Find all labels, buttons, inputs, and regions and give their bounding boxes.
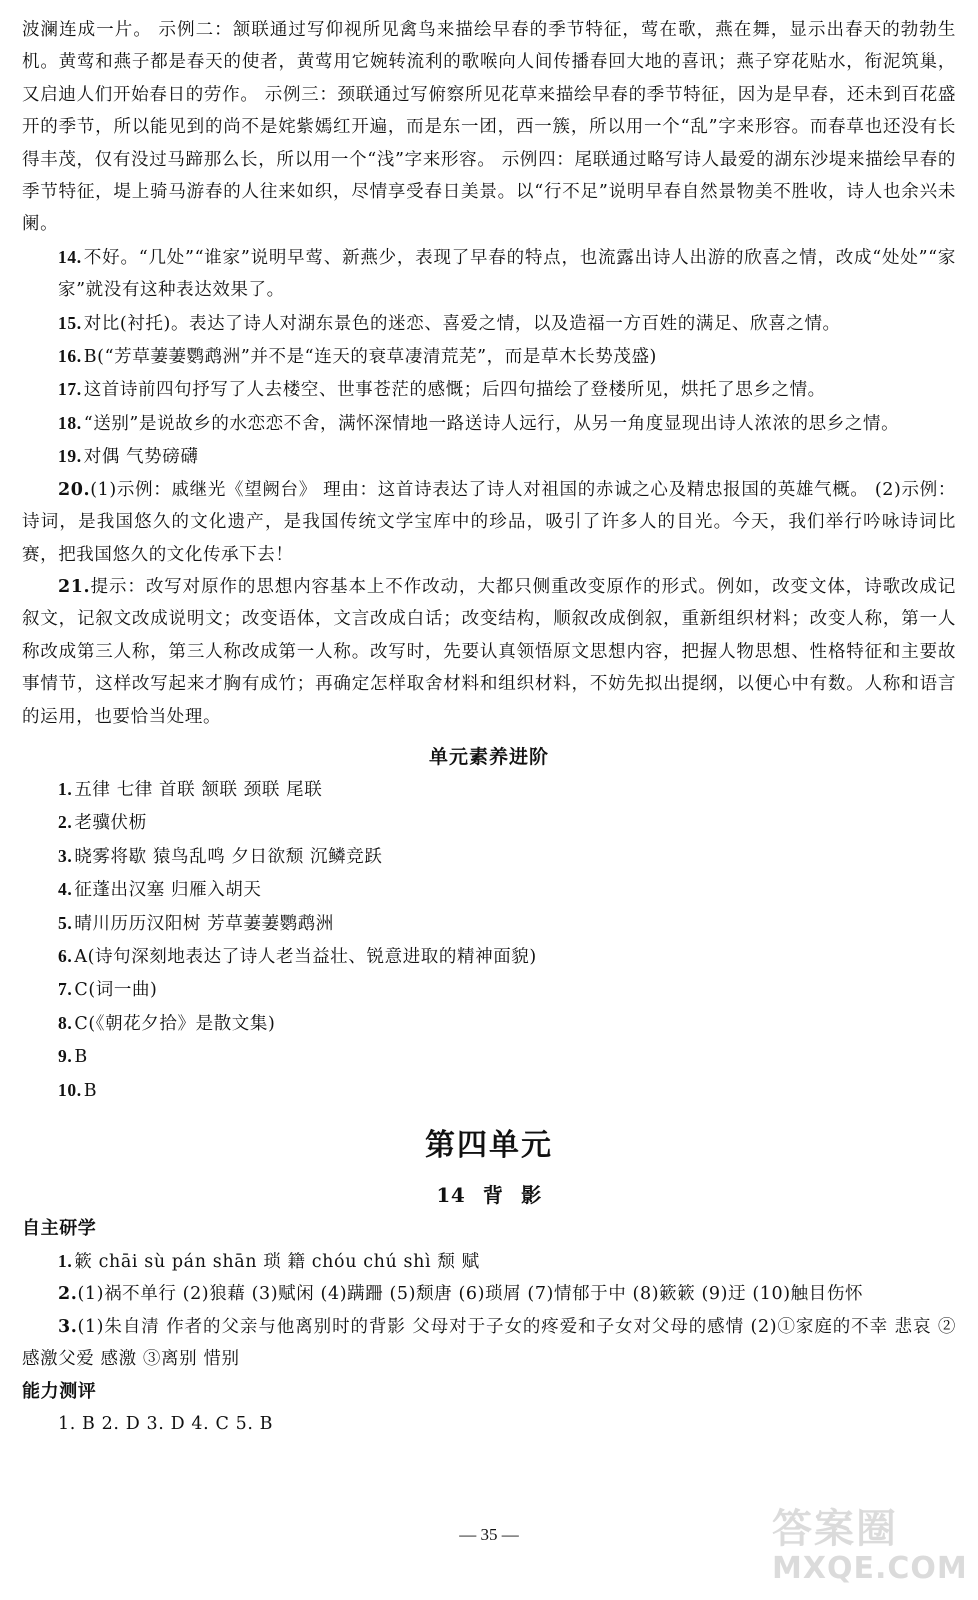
continued-paragraph: 波澜连成一片。 示例二：颔联通过写仰视所见禽鸟来描绘早春的季节特征，莺在歌，燕在舞，显示出春天的勃勃生机。黄莺和燕子都是春天的使者，黄莺用它婉转流利的歌喉向人间传播春回大地的喜讯；燕子穿花贴水，衔泥筑巢，又启迪人们开始春日的劳作。 示例三：颈联通过写俯察所见花草来描绘早春的季节特征，因为是早春，还未到百花盛开的季节，所以能见到的尚不是姹紫嫣红开遍，而是东一团，西一簇，所以用一个“乱”字来形容。而春草也还没有长得丰茂，仅有没过马蹄那么长，所以用一个“浅”字来形容。 示例四：尾联通过略写诗人最爱的湖东沙堤来描绘早春的季节特征，堤上骑马游春的人往来如织，尽情享受春日美景。以“行不足”说明早春自然景物美不胜收，诗人也余兴未阑。 [22, 20, 956, 235]
answer-text: 对比(衬托)。表达了诗人对湖东景色的迷恋、喜爱之情，以及造福一方百姓的满足、欣喜之情。 [83, 313, 841, 334]
answer-item [22, 973, 956, 1006]
answer-text: 这首诗前四句抒写了人去楼空、世事苍茫的感慨；后四句描绘了登楼所见，烘托了思乡之情。 [83, 380, 826, 401]
answer-item [22, 1278, 956, 1310]
subsection-heading-self-study: 自主研学 [22, 1218, 97, 1239]
answer-number: 1. [58, 1251, 73, 1271]
answer-number: 19. [58, 446, 82, 467]
answer-number: 20. [58, 479, 91, 500]
answer-number: 8. [58, 1012, 73, 1033]
subsection-heading-ability: 能力测评 [22, 1380, 97, 1402]
answer-item-15 [22, 307, 956, 340]
answer-text: 不好。“几处”“谁家”说明早莺、新燕少，表现了早春的特点，也流露出诗人出游的欣喜之情，改成“处处”“家家”就没有这种表达效果了。 [58, 247, 956, 301]
watermark-text-url: MXQE.COM [772, 1551, 968, 1586]
answer-item [22, 1007, 956, 1040]
answer-text: B(“芳草萋萋鹦鹉洲”并不是“连天的衰草凄清荒芜”，而是草木长势茂盛) [83, 347, 657, 368]
answer-number: 10. [58, 1079, 82, 1100]
answer-number: 1. [58, 778, 73, 799]
answer-number: 21. [58, 576, 91, 597]
answer-text: (1)示例：戚继光《望阙台》 理由：这首诗表达了诗人对祖国的赤诚之心及精忠报国的英雄气概。 (2)示例：诗词，是我国悠久的文化遗产，是我国传统文学宝库中的珍品，吸引了许多人的目光。今天，我们举行吟咏诗词比赛，把我国悠久的文化传承下去！ [22, 479, 956, 565]
answer-item [22, 773, 956, 806]
answer-text: 对偶 气势磅礴 [83, 447, 199, 468]
answer-item [22, 1040, 956, 1073]
answer-text: (1)祸不单行 (2)狼藉 (3)赋闲 (4)蹒跚 (5)颓唐 (6)琐屑 (7)情郁于中 (8)簌簌 (9)迂 (10)触目伤怀 [77, 1284, 864, 1305]
answer-item-19 [22, 440, 956, 473]
answer-text: B [83, 1080, 98, 1101]
answer-item [22, 840, 956, 873]
answer-number: 2. [58, 1284, 78, 1305]
answer-item [22, 907, 956, 940]
answer-item-21 [22, 571, 956, 733]
answer-item-17 [22, 373, 956, 406]
answer-number: 18. [58, 412, 82, 433]
section-heading: 单元素养进阶 [428, 745, 549, 768]
answers-group-c [22, 1245, 956, 1376]
answer-item [22, 940, 956, 973]
answer-text: (1)朱自清 作者的父亲与他离别时的背影 父母对于子女的疼爱和子女对父母的感情 (2)①家庭的不幸 悲哀 ②感激父爱 感激 ③离别 惜别 [22, 1316, 956, 1370]
answer-text: 五律 七律 首联 颔联 颈联 尾联 [74, 779, 323, 800]
answer-number: 4. [58, 879, 73, 900]
answer-number: 15. [58, 312, 82, 333]
answer-text: 提示：改写对原作的思想内容基本上不作改动，大都只侧重改变原作的形式。例如，改变文体，诗歌改成记叙文，记叙文改成说明文；改变语体，文言改成白话；改变结构，顺叙改成倒叙，重新组织材料；改变人称，第一人称改成第三人称，第三人称改成第一人称。改写时，先要认真领悟原文思想内容，把握人物思想、性格特征和主要故事情节，这样改写起来才胸有成竹；再确定怎样取舍材料和组织材料，不妨先拟出提纲，以便心中有数。人称和语言的运用，也要恰当处理。 [22, 576, 956, 727]
answer-number: 7. [58, 979, 73, 1000]
answer-number: 2. [58, 812, 73, 833]
unit-title: 第四单元 [425, 1128, 553, 1163]
answer-number: 3. [58, 1316, 78, 1337]
watermark-logo [772, 1506, 968, 1592]
answer-number: 9. [58, 1046, 73, 1067]
watermark-text-cn: 答案圈 [772, 1506, 898, 1552]
answer-text: A(诗句深刻地表达了诗人老当益壮、锐意进取的精神面貌) [74, 946, 537, 967]
answer-text: 老骥伏枥 [74, 813, 147, 834]
answer-number: 16. [58, 346, 82, 367]
lesson-title: 14 背 影 [436, 1183, 542, 1207]
answer-number: 17. [58, 379, 82, 400]
answer-number: 3. [58, 845, 73, 866]
answer-item [22, 1311, 956, 1376]
answer-item [22, 806, 956, 839]
answer-text: 簌 chāi sù pán shān 琐 籍 chóu chú shì 颓 赋 [74, 1252, 480, 1272]
answer-item [22, 873, 956, 906]
answer-text: 晓雾将歇 猿鸟乱鸣 夕日欲颓 沉鳞竞跃 [74, 846, 383, 867]
answer-text: C(《朝花夕拾》是散文集) [74, 1013, 276, 1034]
answers-group-a [22, 241, 956, 733]
answer-item-14 [22, 241, 956, 307]
answer-text: B [74, 1047, 88, 1068]
answer-item-20 [22, 474, 956, 571]
answer-text: 征蓬出汉塞 归雁入胡天 [74, 880, 262, 901]
answer-number: 6. [58, 945, 73, 966]
answer-item-18 [22, 407, 956, 440]
ability-answers: 1. B 2. D 3. D 4. C 5. B [58, 1413, 274, 1434]
answer-item [22, 1245, 956, 1278]
answer-text: 晴川历历汉阳树 芳草萋萋鹦鹉洲 [74, 913, 334, 934]
answer-item-16 [22, 340, 956, 373]
page-number: — 35 — [459, 1525, 519, 1544]
answer-text: C(词一曲) [74, 980, 158, 1001]
answer-item [22, 1074, 956, 1107]
answers-group-b [22, 773, 956, 1107]
answer-page [22, 14, 956, 1440]
answer-text: “送别”是说故乡的水恋恋不舍，满怀深情地一路送诗人远行，从另一角度显现出诗人浓浓的思乡之情。 [83, 413, 900, 434]
answer-number: 14. [58, 246, 82, 267]
answer-number: 5. [58, 912, 73, 933]
